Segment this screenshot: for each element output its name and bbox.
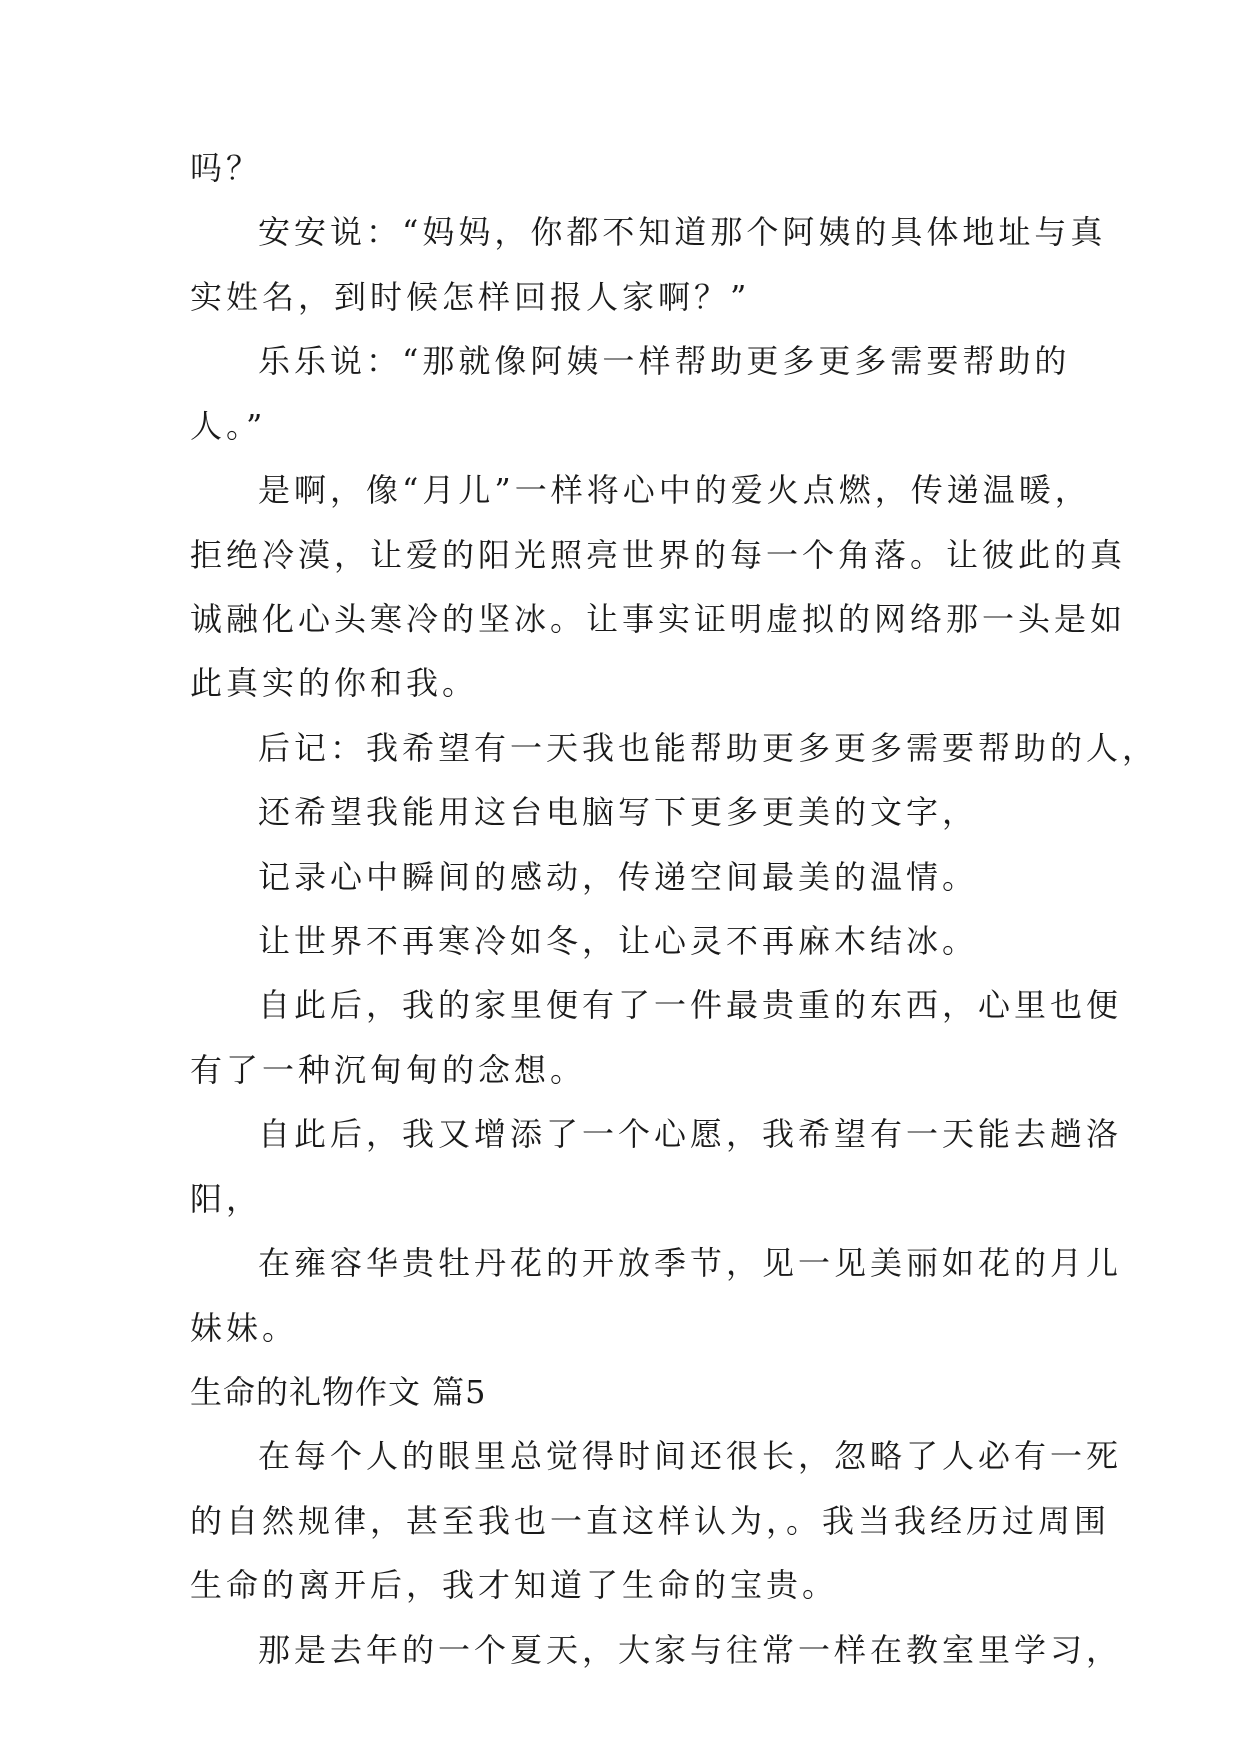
text-line: 有了一种沉甸甸的念想。 <box>190 1051 587 1089</box>
text-line: 后记：我希望有一天我也能帮助更多更多需要帮助的人， <box>258 729 1159 767</box>
text-line: 的自然规律，甚至我也一直这样认为，。我当我经历过周围 <box>190 1502 1111 1540</box>
text-line: 实姓名，到时候怎样回报人家啊？” <box>190 278 751 316</box>
text-line: 阳， <box>190 1180 263 1218</box>
text-line: 在雍容华贵牡丹花的开放季节，见一见美丽如花的月儿 <box>258 1244 1123 1282</box>
text-line: 拒绝冷漠，让爱的阳光照亮世界的每一个角落。让彼此的真 <box>190 536 1127 574</box>
text-line: 人。” <box>190 407 267 445</box>
text-line: 记录心中瞬间的感动，传递空间最美的温情。 <box>258 858 979 896</box>
text-line: 生命的离开后，我才知道了生命的宝贵。 <box>190 1566 839 1604</box>
text-line: 乐乐说：“那就像阿姨一样帮助更多更多需要帮助的 <box>258 342 1071 380</box>
text-line: 吗？ <box>190 149 263 187</box>
text-line: 自此后，我的家里便有了一件最贵重的东西，心里也便 <box>258 986 1123 1024</box>
text-line: 此真实的你和我。 <box>190 664 479 702</box>
text-line: 那是去年的一个夏天，大家与往常一样在教室里学习， <box>258 1631 1123 1669</box>
text-line: 诚融化心头寒冷的坚冰。让事实证明虚拟的网络那一头是如 <box>190 600 1127 638</box>
text-line: 让世界不再寒冷如冬，让心灵不再麻木结冰。 <box>258 922 979 960</box>
text-line: 自此后，我又增添了一个心愿，我希望有一天能去趟洛 <box>258 1115 1123 1153</box>
text-line: 安安说：“妈妈，你都不知道那个阿姨的具体地址与真 <box>258 213 1107 251</box>
section-heading: 生命的礼物作文 篇5 <box>190 1373 487 1411</box>
text-line: 还希望我能用这台电脑写下更多更美的文字， <box>258 793 979 831</box>
text-line: 妹妹。 <box>190 1309 299 1347</box>
text-line: 是啊，像“月儿”一样将心中的爱火点燃，传递温暖， <box>258 471 1091 509</box>
text-line: 在每个人的眼里总觉得时间还很长，忽略了人必有一死 <box>258 1437 1123 1475</box>
